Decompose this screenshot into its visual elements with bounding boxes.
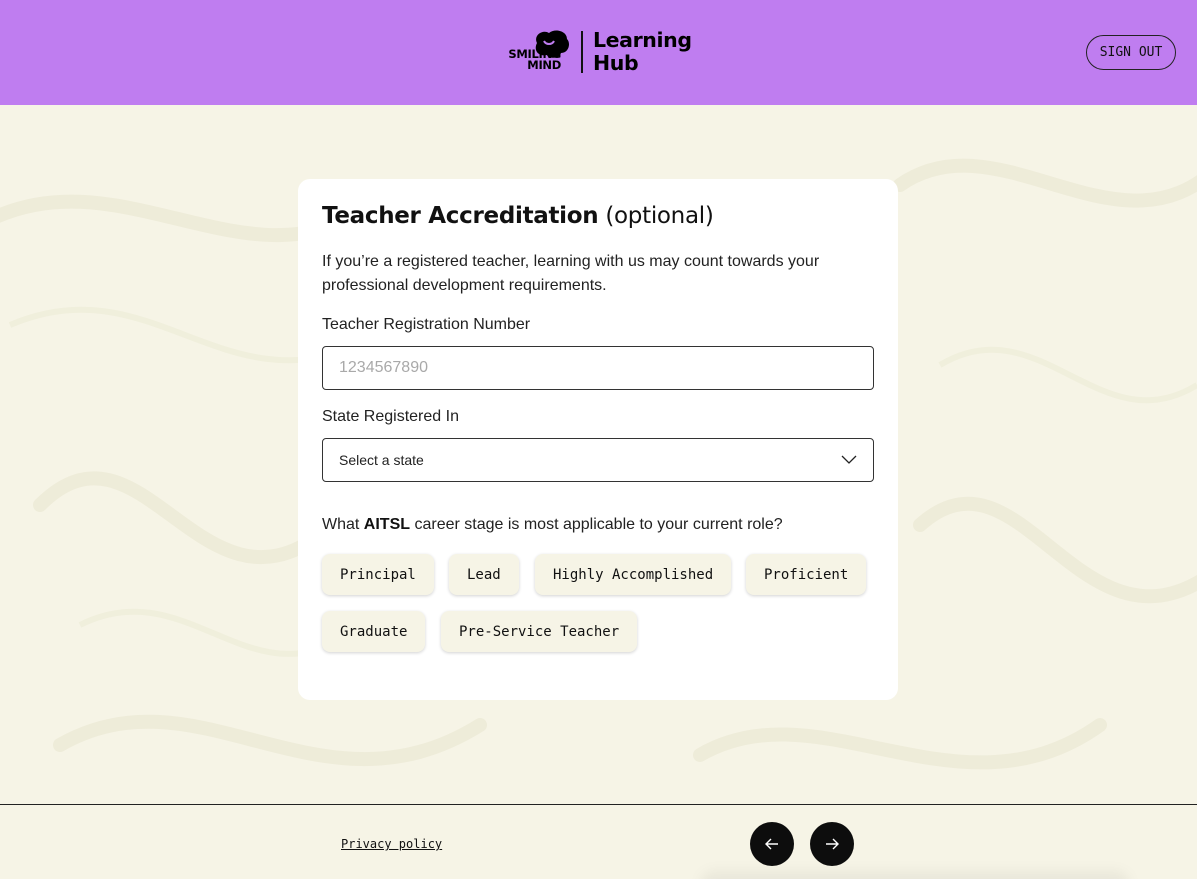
- chevron-down-icon: [841, 455, 857, 465]
- career-stage-question: [322, 516, 783, 534]
- stage-chip-proficient[interactable]: Proficient: [746, 554, 866, 595]
- stage-chip-lead[interactable]: Lead: [449, 554, 519, 595]
- logo[interactable]: [497, 29, 692, 75]
- question-suffix: career stage is most applicable to your current role?: [410, 516, 783, 533]
- stage-chip-pre-service-teacher[interactable]: Pre-Service Teacher: [441, 611, 637, 652]
- stage-chip-highly-accomplished[interactable]: Highly Accomplished: [535, 554, 731, 595]
- registration-number-input[interactable]: [322, 346, 874, 390]
- previous-button[interactable]: [750, 822, 794, 866]
- arrow-left-icon: [765, 838, 779, 850]
- state-label: State Registered In: [322, 408, 459, 425]
- top-header: [0, 0, 1197, 105]
- logo-title-line2: Hub: [593, 51, 639, 75]
- card-title-optional: (optional): [605, 203, 714, 229]
- arrow-right-icon: [825, 838, 839, 850]
- state-select[interactable]: [322, 438, 874, 482]
- sign-out-button[interactable]: SIGN OUT: [1086, 35, 1176, 70]
- card-title-main: Teacher Accreditation: [322, 203, 599, 229]
- state-select-value: Select a state: [339, 452, 424, 468]
- privacy-policy-link[interactable]: Privacy policy: [341, 837, 443, 851]
- smiling-mind-logo: [497, 29, 573, 75]
- registration-number-label: Teacher Registration Number: [322, 316, 531, 333]
- question-aitsl: AITSL: [363, 516, 411, 533]
- stage-chip-principal[interactable]: Principal: [322, 554, 434, 595]
- teacher-accreditation-card: [298, 179, 898, 700]
- next-button[interactable]: [810, 822, 854, 866]
- card-title: [322, 203, 714, 229]
- logo-title: [593, 29, 692, 75]
- logo-brand-line1: SMILING: [508, 47, 561, 61]
- stage-chip-graduate[interactable]: Graduate: [322, 611, 425, 652]
- logo-brand-line2: MIND: [527, 58, 561, 72]
- question-prefix: What: [322, 516, 364, 533]
- logo-divider: [581, 31, 583, 73]
- footer-shadow: [700, 871, 1130, 879]
- logo-title-line1: Learning: [593, 28, 692, 52]
- intro-text: If you’re a registered teacher, learning with us may count towards your professional development requirements.: [322, 253, 820, 294]
- footer: [0, 804, 1197, 879]
